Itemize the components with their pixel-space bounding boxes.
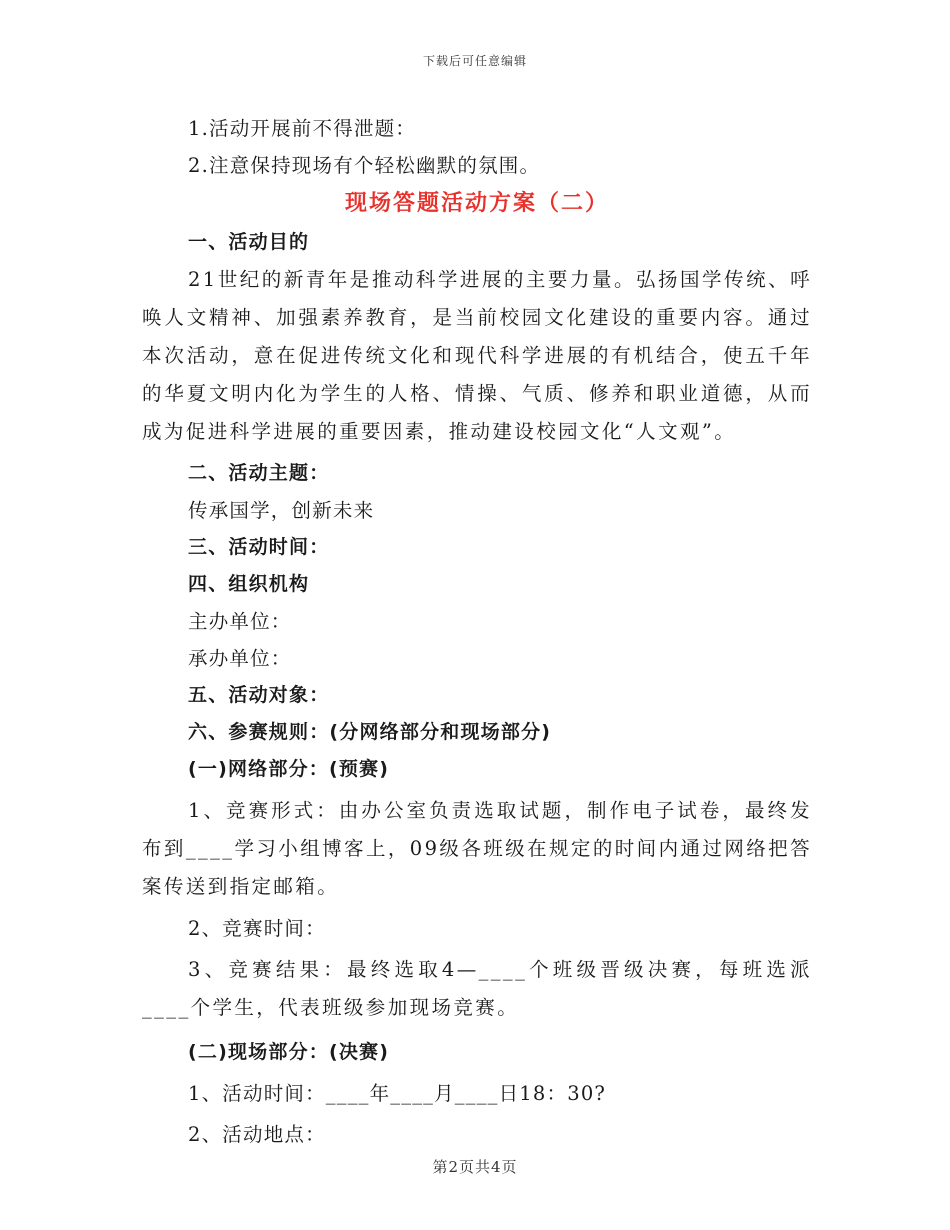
section-heading-theme: 二、活动主题： xyxy=(188,462,330,484)
section-heading-audience: 五、活动对象： xyxy=(188,684,330,706)
section-heading-purpose: 一、活动目的 xyxy=(188,231,310,253)
document-title: 现场答题活动方案（二） xyxy=(344,191,609,216)
onsite-item-time: 1、活动时间：____年____月____日18：30? xyxy=(188,1082,607,1105)
online-item-format: 1、竞赛形式：由办公室负责选取试题，制作电子试卷，最终发布到____学习小组博客上，09级各班级在规定的时间内通过网络把答案传送到指定邮箱。 xyxy=(142,799,812,898)
subsection-heading-online: (一)网络部分：(预赛) xyxy=(188,758,390,780)
list-item: 2.注意保持现场有个轻松幽默的氛围。 xyxy=(188,154,541,177)
page-number: 第2页共4页 xyxy=(432,1158,518,1176)
section-heading-rules: 六、参赛规则：(分网络部分和现场部分) xyxy=(188,721,552,743)
subsection-heading-onsite: (二)现场部分：(决赛) xyxy=(188,1041,390,1063)
host-unit: 主办单位： xyxy=(188,610,292,633)
organizer-unit: 承办单位： xyxy=(188,647,292,670)
section-heading-time: 三、活动时间： xyxy=(188,536,330,558)
header-note: 下载后可任意编辑 xyxy=(422,54,527,68)
section-paragraph-purpose: 21世纪的新青年是推动科学进展的主要力量。弘扬国学传统、呼唤人文精神、加强素养教育，是当前校园文化建设的重要内容。通过本次活动，意在促进传统文化和现代科学进展的有机结合，使五千年的华夏文明内化为学生的人格、情操、气质、修养和职业道德，从而成为促进科学进展的重要因素，推动建设校园文化“人文观”。 xyxy=(142,268,812,443)
document-body xyxy=(142,110,812,1153)
online-item-time: 2、竞赛时间： xyxy=(188,917,326,940)
list-item: 1.活动开展前不得泄题： xyxy=(188,117,417,140)
theme-text: 传承国学，创新未来 xyxy=(188,499,375,522)
section-heading-organization: 四、组织机构 xyxy=(188,573,310,595)
online-item-result: 3、竞赛结果：最终选取4—____个班级晋级决赛，每班选派____个学生，代表班级参加现场竞赛。 xyxy=(142,958,812,1019)
onsite-item-location: 2、活动地点： xyxy=(188,1123,326,1146)
